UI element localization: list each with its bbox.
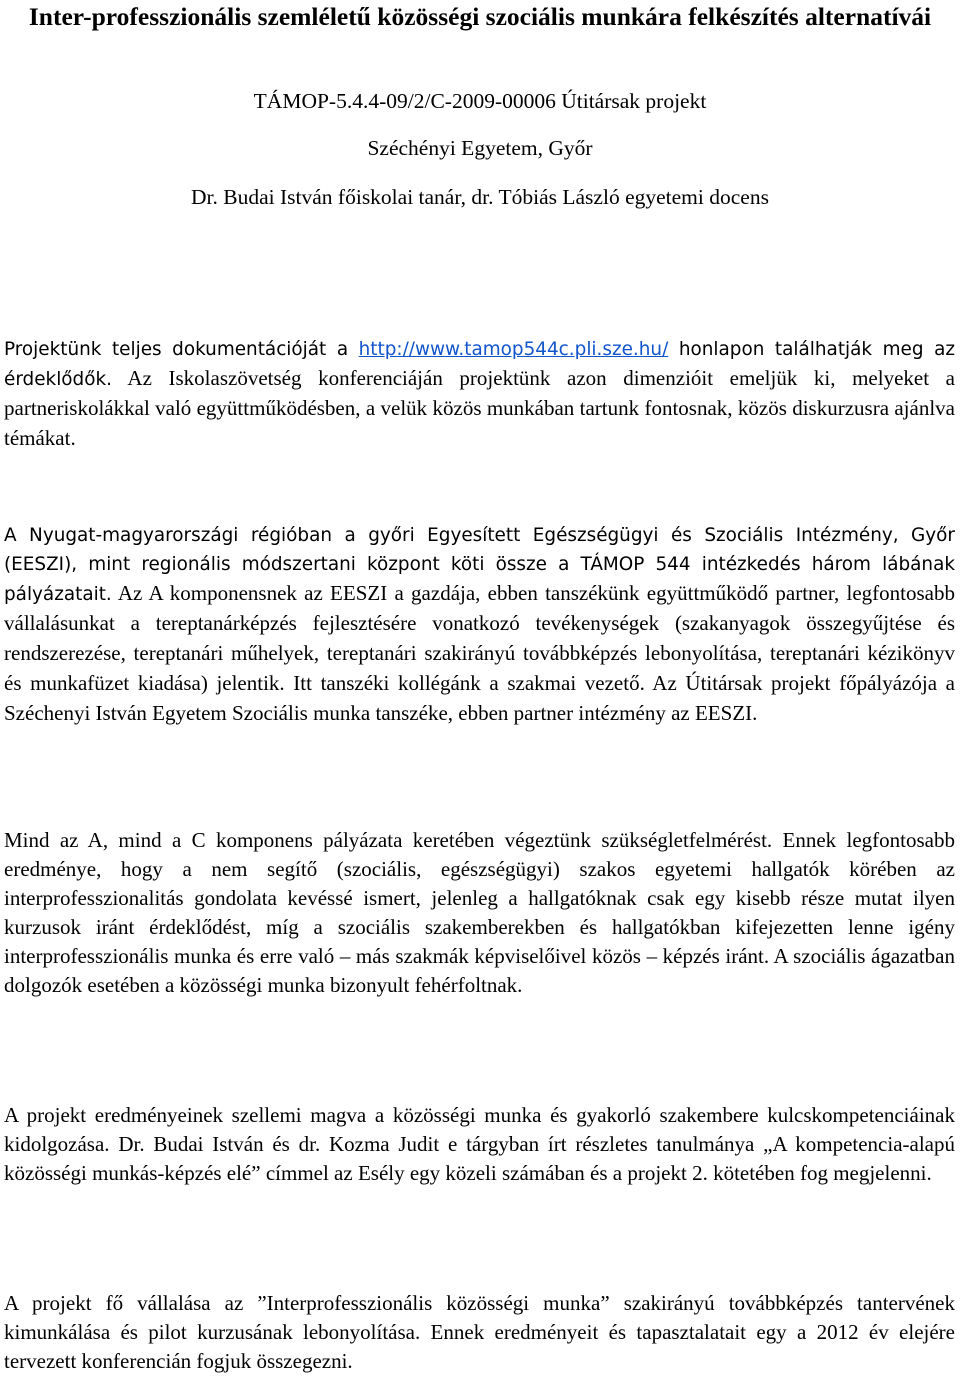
document-title: Inter-professzionális szemléletű közösségi szociális munkára felkészítés alternatívái xyxy=(28,2,932,31)
project-website-link[interactable]: http://www.tamop544c.pli.sze.hu/ xyxy=(358,339,669,360)
intro-serif-text: Az Iskolaszövetség konferenciáján projektünk azon dimenzióit emeljük ki, melyeket a partneriskolákkal való együttműködésben, a velük közös munkában tartunk fontosnak, közös diskurzusra ajánlva témákat. xyxy=(4,366,955,450)
institution: Széchényi Egyetem, Győr xyxy=(367,136,593,160)
project-id: TÁMOP-5.4.4-09/2/C-2009-00006 Útitársak projekt xyxy=(253,89,707,113)
paragraph-main-commitment: A projekt fő vállalása az ”Interprofesszionális közösségi munka” szakirányú továbbképzés tantervének kimunkálása és pilot kurzusának lebonyolítása. Ennek eredményeit és tapasztalatait egy a 2012 év elejére tervezett konferencián fogjuk összegezni. xyxy=(4,1291,955,1373)
paragraph-competencies: A projekt eredményeinek szellemi magva a közösségi munka és gyakorló szakembere kulcskompetenciáinak kidolgozása. Dr. Budai István és dr. Kozma Judit e tárgyban írt részletes tanulmánya „A kompetencia-alapú közösségi munkás-képzés elé” címmel az Esély egy közeli számában és a projekt 2. kötetében fog megjelenni. xyxy=(4,1103,955,1185)
paragraph-eeszi-rest: Az A komponensnek az EESZI a gazdája, ebben tanszékünk együttműködő partner, legfontosabb vállalásunkat a tereptanárképzés fejlesztésére vonatkozó tevékenységek (szakanyagok összegyűjtése és rendszerezése, tereptanári műhelyek, tereptanári szakirányú továbbképzés lebonyolítása, tereptanári kézikönyv és munkafüzet kiadása) jelentik. Itt tanszéki kollégánk a szakmai vezető. Az Útitársak projekt főpályázója a Széchenyi István Egyetem Szociális munka tanszéke, ebben partner intézmény az EESZI. xyxy=(4,581,955,725)
paragraph-eeszi-lead: A Nyugat-magyarországi régióban a győri Egyesített Egészségügyi és Szociális Intézmény, Győr (EESZI), mint regionális módszertani központ köti össze a TÁMOP 544 intézkedés három lábának pályázatait. xyxy=(4,525,955,605)
paragraph-eeszi xyxy=(4,521,955,729)
paragraph-needs-assessment: Mind az A, mind a C komponens pályázata keretében végeztünk szükségletfelmérést. Ennek legfontosabb eredménye, hogy a nem segítő (szociális, egészségügyi) szakos egyetemi hallgatók körében az interprofesszionalitás gondolata kevéssé ismert, jelenleg a hallgatóknak csak egy kisebb része mutat ilyen kurzusok iránt érdeklődést, míg a szociális szakemberekben és hallgatókban kifejezetten lenne igény interprofesszionális munka és erre való – más szakmák képviselőivel közös – képzés iránt. A szociális ágazatban dolgozók esetében a közösségi munka bizonyult fehérfoltnak. xyxy=(4,828,955,997)
authors: Dr. Budai István főiskolai tanár, dr. Tóbiás László egyetemi docens xyxy=(191,185,769,209)
intro-before-link: Projektünk teljes dokumentációját a xyxy=(4,339,359,360)
intro-paragraph xyxy=(4,335,955,454)
intro-after-link: honlapon találhatják meg az érdeklődők. xyxy=(4,339,955,390)
